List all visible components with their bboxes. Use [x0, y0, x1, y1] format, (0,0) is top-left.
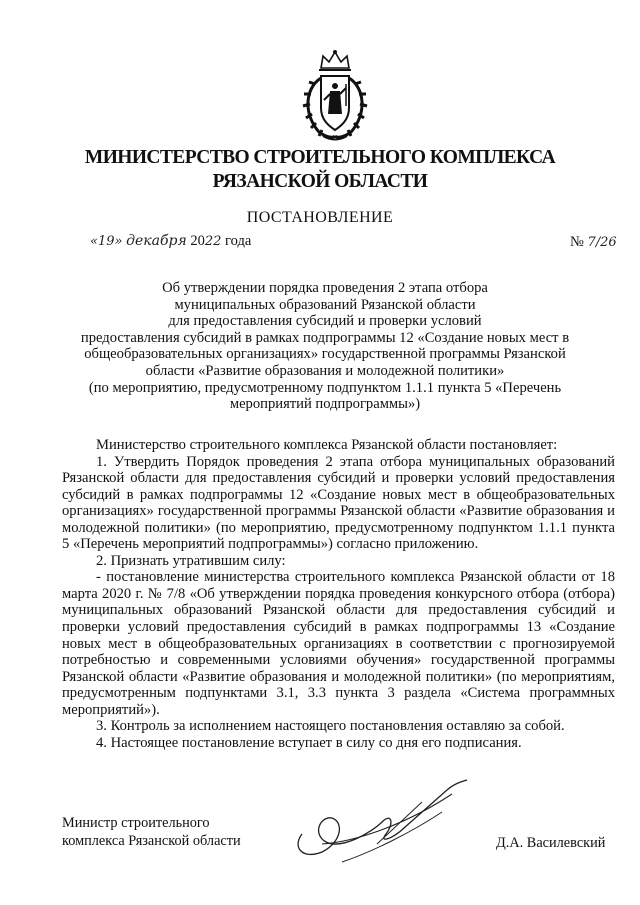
- date-year-prefix: 20: [190, 233, 205, 249]
- date-word: года: [225, 233, 252, 249]
- document-number: [570, 234, 617, 251]
- ministry-name-line2: РЯЗАНСКОЙ ОБЛАСТИ: [212, 171, 428, 192]
- date-year-suffix: 22: [204, 234, 222, 249]
- date-day: «19»: [90, 234, 123, 249]
- body-paragraph-1: 1. Утвердить Порядок проведения 2 этапа отбора муниципальных образований Рязанской области для предоставления субсидий и проверки условий предоставления субсидий в рамках подпрограммы 12 «Создание новых мест в общеобразовательных организациях» государственной программы Рязанской области «Развитие образования и молодежной политики» (по мероприятию, предусмотренному подпунктом 1.1.1 пункта 5 «Перечень мероприятий подпрограммы») согласно приложению.: [62, 453, 615, 553]
- number-value: 7/26: [587, 235, 617, 250]
- body-paragraph-2a: - постановление министерства строительного комплекса Рязанской области от 18 марта 2020 г. № 7/8 «Об утверждении порядка проведения конкурсного отбора (отбора) муниципальных образований Рязанской области для предоставления субсидий и проверки условий предоставления субсидий в рамках подпрограммы 13 «Создание новых мест в общеобразовательных организациях в соответствии с прогнозируемой потребностью и современными условиями обучения» государственной программы Рязанской области «Развитие образования и молодежной политики» (по мероприятиям, предусмотренным подпунктами 3.1, 3.3 пункта 3 раздела «Система программных мероприятий»).: [62, 569, 615, 718]
- title-line: (по мероприятию, предусмотренному подпунктом 1.1.1 пункта 5 «Перечень: [88, 379, 562, 396]
- signatory-name: Д.А. Василевский: [496, 835, 606, 851]
- number-sign: №: [570, 234, 584, 250]
- document-type: ПОСТАНОВЛЕНИЕ: [246, 209, 394, 226]
- document-title: [70, 280, 580, 413]
- title-line: общеобразовательных организациях» государственной программы Рязанской: [84, 346, 566, 363]
- document-date: [90, 233, 251, 250]
- document-body: [62, 437, 615, 751]
- title-line: предоставления субсидий в рамках подпрограммы 12 «Создание новых мест в: [80, 329, 570, 346]
- handwritten-signature: [282, 772, 482, 882]
- position-line1: Министр строительного: [62, 815, 210, 831]
- position-line2: комплекса Рязанской области: [62, 832, 241, 849]
- body-intro: Министерство строительного комплекса Рязанской области постановляет:: [96, 437, 558, 453]
- coat-of-arms-emblem: [297, 48, 373, 144]
- title-line: области «Развитие образования и молодежной политики»: [145, 362, 505, 379]
- title-line: мероприятий подпрограммы»): [229, 396, 421, 413]
- title-line: Об утверждении порядка проведения 2 этапа отбора: [162, 280, 488, 296]
- title-line: муниципальных образований Рязанской области: [174, 296, 476, 313]
- ministry-name-line1: МИНИСТЕРСТВО СТРОИТЕЛЬНОГО КОМПЛЕКСА: [84, 147, 556, 168]
- body-paragraph-4: 4. Настоящее постановление вступает в силу со дня его подписания.: [96, 734, 522, 751]
- signatory-position: [62, 815, 241, 850]
- title-line: для предоставления субсидий и проверки условий: [168, 313, 482, 330]
- date-month: декабря: [126, 233, 187, 249]
- body-paragraph-2: 2. Признать утратившим силу:: [96, 552, 286, 569]
- body-paragraph-3: 3. Контроль за исполнением настоящего постановления оставляю за собой.: [96, 718, 565, 735]
